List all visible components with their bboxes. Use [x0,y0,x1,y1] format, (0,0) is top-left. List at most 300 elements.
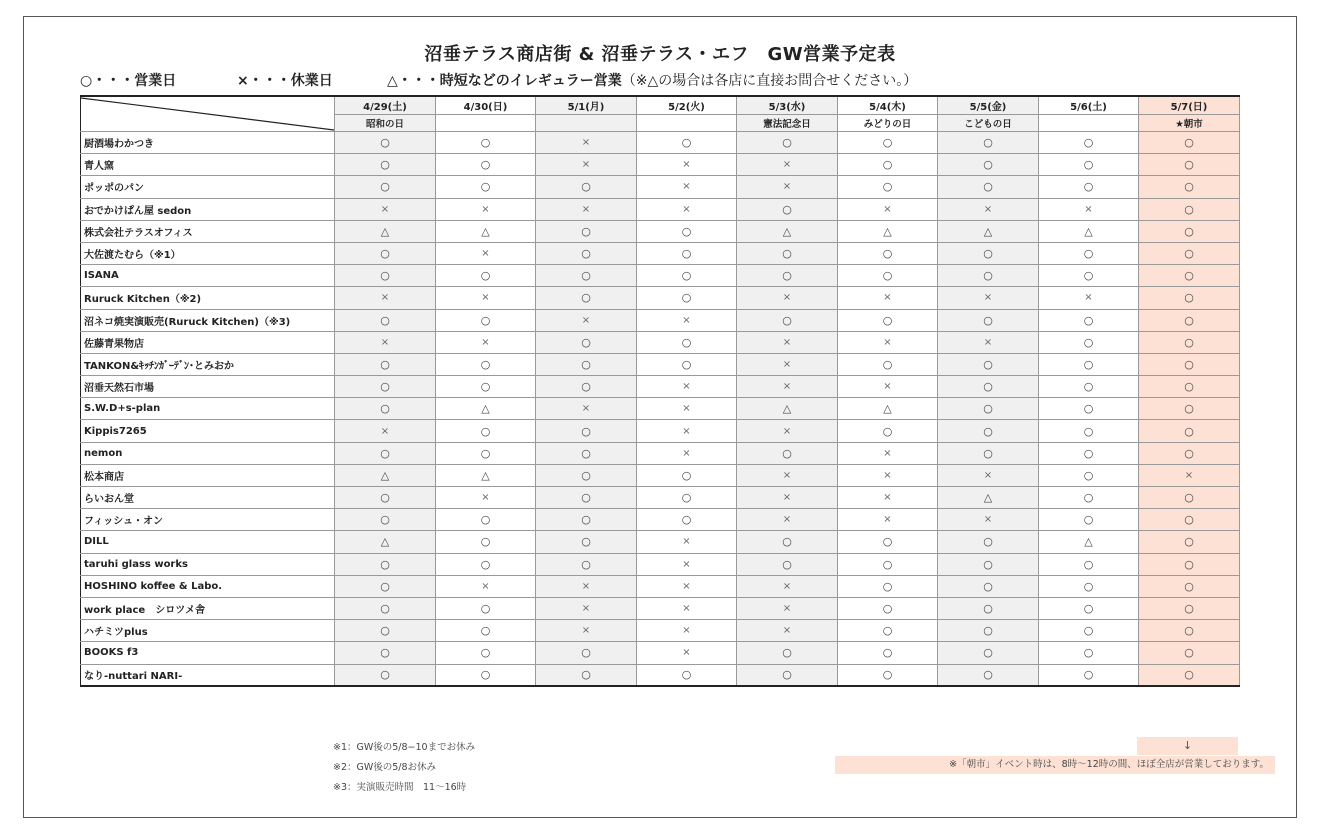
status-cell: ○ [335,398,436,420]
status-cell: ○ [838,265,938,287]
schedule-body [81,96,1240,686]
status-cell: ○ [737,198,838,220]
shop-name: nemon [81,442,335,464]
status-cell: ○ [536,265,637,287]
status-cell: ○ [838,353,938,375]
status-cell: ○ [536,442,637,464]
status-cell: × [737,154,838,176]
shop-name: taruhi glass works [81,553,335,575]
status-cell: ○ [1139,353,1240,375]
status-cell: ○ [1139,398,1240,420]
shop-name: 大佐渡たむら（※1） [81,242,335,264]
status-cell: ○ [938,309,1039,331]
status-cell: ○ [1039,265,1139,287]
date-header: 5/2(火) [637,96,737,115]
shop-name: BOOKS f3 [81,642,335,664]
status-cell: ○ [436,509,536,531]
status-cell: ○ [1039,509,1139,531]
status-cell: ○ [1139,220,1240,242]
status-cell: △ [436,220,536,242]
status-cell: ○ [335,664,436,686]
status-cell: ○ [1039,664,1139,686]
table-row [81,464,1240,486]
legend-closed: ×・・・休業日 [237,73,333,89]
status-cell: ○ [938,575,1039,597]
status-cell: ○ [436,664,536,686]
status-cell: × [938,331,1039,353]
status-cell: ○ [436,553,536,575]
status-cell: ○ [1139,154,1240,176]
holiday-header [536,115,637,132]
shop-name: 青人窯 [81,154,335,176]
status-cell: ○ [436,620,536,642]
status-cell: ○ [335,553,436,575]
status-cell: ○ [1039,442,1139,464]
status-cell: × [637,575,737,597]
date-header: 5/4(木) [838,96,938,115]
legend [80,70,917,90]
holiday-header: こどもの日 [938,115,1039,132]
status-cell: ○ [737,442,838,464]
status-cell: ○ [637,242,737,264]
status-cell: ○ [1039,398,1139,420]
status-cell: × [637,176,737,198]
status-cell: × [637,642,737,664]
table-row [81,487,1240,509]
status-cell: ○ [1039,176,1139,198]
status-cell: × [737,597,838,619]
status-cell: ○ [335,309,436,331]
shop-name: 沼垂天然石市場 [81,376,335,398]
table-row [81,154,1240,176]
table-row [81,176,1240,198]
status-cell: △ [838,220,938,242]
status-cell: × [938,464,1039,486]
status-cell: ○ [536,420,637,442]
status-cell: ○ [838,664,938,686]
status-cell: × [637,531,737,553]
table-row [81,664,1240,686]
status-cell: ○ [737,531,838,553]
table-row [81,620,1240,642]
table-row [81,420,1240,442]
status-cell: ○ [436,531,536,553]
status-cell: ○ [1139,242,1240,264]
status-cell: ○ [536,487,637,509]
status-cell: ○ [1139,553,1240,575]
table-row [81,331,1240,353]
status-cell: ○ [1039,487,1139,509]
status-cell: ○ [1039,597,1139,619]
status-cell: × [838,287,938,309]
status-cell: × [737,176,838,198]
date-header: 5/3(水) [737,96,838,115]
status-cell: × [637,398,737,420]
date-header: 5/1(月) [536,96,637,115]
status-cell: ○ [335,509,436,531]
status-cell: ○ [938,553,1039,575]
table-row [81,132,1240,154]
status-cell: ○ [436,597,536,619]
status-cell: ○ [536,242,637,264]
shop-name: 厨酒場わかつき [81,132,335,154]
status-cell: ○ [335,442,436,464]
status-cell: △ [436,398,536,420]
status-cell: ○ [838,309,938,331]
shop-name: HOSHINO koffee & Labo. [81,575,335,597]
status-cell: ○ [938,376,1039,398]
table-row [81,242,1240,264]
status-cell: △ [436,464,536,486]
status-cell: × [436,198,536,220]
status-cell: ○ [1139,265,1240,287]
status-cell: ○ [1039,620,1139,642]
page-title: 沼垂テラス商店街 & 沼垂テラス・エフ GW営業予定表 [424,44,896,65]
date-header: 5/6(土) [1039,96,1139,115]
status-cell: ○ [737,553,838,575]
status-cell: △ [1039,220,1139,242]
status-cell: ○ [1039,331,1139,353]
status-cell: ○ [536,353,637,375]
status-cell: × [436,331,536,353]
status-cell: × [737,620,838,642]
status-cell: ○ [335,132,436,154]
status-cell: ○ [1039,553,1139,575]
status-cell: ○ [436,442,536,464]
status-cell: × [938,287,1039,309]
status-cell: △ [335,531,436,553]
holiday-header [436,115,536,132]
status-cell: ○ [737,265,838,287]
status-cell: × [637,553,737,575]
status-cell: × [536,575,637,597]
status-cell: ○ [436,642,536,664]
status-cell: ○ [838,531,938,553]
shop-name: 松本商店 [81,464,335,486]
shop-name: フィッシュ・オン [81,509,335,531]
status-cell: ○ [335,154,436,176]
status-cell: ○ [536,287,637,309]
status-cell: ○ [1039,154,1139,176]
status-cell: △ [335,464,436,486]
status-cell: × [938,198,1039,220]
status-cell: ○ [335,642,436,664]
status-cell: ○ [838,420,938,442]
corner-cell [81,96,335,132]
holiday-header: みどりの日 [838,115,938,132]
status-cell: ○ [335,176,436,198]
status-cell: × [1139,464,1240,486]
status-cell: ○ [1039,376,1139,398]
status-cell: × [737,420,838,442]
status-cell: ○ [838,553,938,575]
shop-name: 沼ネコ焼実演販売(Ruruck Kitchen)（※3) [81,309,335,331]
table-row [81,353,1240,375]
status-cell: × [737,331,838,353]
table-row [81,575,1240,597]
status-cell: ○ [938,620,1039,642]
status-cell: ○ [335,353,436,375]
status-cell: ○ [737,642,838,664]
status-cell: ○ [637,132,737,154]
table-row [81,309,1240,331]
status-cell: ○ [335,575,436,597]
date-header: 4/30(日) [436,96,536,115]
status-cell: × [335,331,436,353]
status-cell: △ [938,487,1039,509]
table-row [81,376,1240,398]
shop-name: ハチミツplus [81,620,335,642]
status-cell: ○ [637,487,737,509]
status-cell: ○ [1039,353,1139,375]
status-cell: △ [938,220,1039,242]
status-cell: ○ [1039,575,1139,597]
table-row [81,442,1240,464]
status-cell: ○ [737,242,838,264]
status-cell: × [838,464,938,486]
status-cell: ○ [1039,464,1139,486]
shop-name: ISANA [81,265,335,287]
status-cell: ○ [1139,531,1240,553]
status-cell: ○ [938,242,1039,264]
status-cell: ○ [536,642,637,664]
status-cell: △ [1039,531,1139,553]
status-cell: × [536,309,637,331]
date-header: 5/5(金) [938,96,1039,115]
table-row [81,531,1240,553]
status-cell: × [536,132,637,154]
legend-irregular [387,70,917,90]
status-cell: ○ [838,176,938,198]
footnote-3: ※3：実演販売時間 11〜16時 [333,782,467,793]
status-cell: ○ [637,464,737,486]
down-arrow-icon: ↓ [1137,737,1238,755]
table-row [81,265,1240,287]
status-cell: ○ [536,664,637,686]
table-row [81,287,1240,309]
status-cell: ○ [838,642,938,664]
holiday-header: 昭和の日 [335,115,436,132]
shop-name: なり-nuttari NARI- [81,664,335,686]
status-cell: × [737,575,838,597]
status-cell: × [637,442,737,464]
status-cell: ○ [938,398,1039,420]
status-cell: ○ [637,220,737,242]
status-cell: ○ [1139,376,1240,398]
status-cell: △ [838,398,938,420]
legend-open: ○・・・営業日 [80,73,177,89]
shop-name: Ruruck Kitchen（※2) [81,287,335,309]
status-cell: ○ [637,265,737,287]
status-cell: × [637,420,737,442]
status-cell: × [737,353,838,375]
status-cell: ○ [838,132,938,154]
status-cell: ○ [335,376,436,398]
status-cell: ○ [938,176,1039,198]
status-cell: × [637,376,737,398]
status-cell: × [536,620,637,642]
status-cell: ○ [536,553,637,575]
status-cell: ○ [938,132,1039,154]
status-cell: ○ [1139,642,1240,664]
status-cell: ○ [737,309,838,331]
status-cell: ○ [1139,575,1240,597]
status-cell: ○ [536,220,637,242]
status-cell: × [335,420,436,442]
status-cell: × [737,487,838,509]
footnote-2: ※2：GW後の5/8お休み [333,762,437,773]
status-cell: ○ [1139,597,1240,619]
table-row [81,553,1240,575]
status-cell: ○ [436,265,536,287]
shop-name: おでかけぱん屋 sedon [81,198,335,220]
status-cell: ○ [938,597,1039,619]
schedule-table [80,95,1240,687]
status-cell: × [335,198,436,220]
status-cell: ○ [1139,442,1240,464]
status-cell: × [436,575,536,597]
status-cell: × [637,620,737,642]
status-cell: × [536,597,637,619]
status-cell: ○ [637,287,737,309]
status-cell: ○ [1139,509,1240,531]
holiday-header: 憲法記念日 [737,115,838,132]
status-cell: × [637,597,737,619]
status-cell: ○ [938,353,1039,375]
status-cell: × [637,309,737,331]
status-cell: △ [737,220,838,242]
shop-name: ポッポのパン [81,176,335,198]
table-row [81,509,1240,531]
status-cell: × [436,287,536,309]
status-cell: ○ [335,242,436,264]
shop-name: 佐藤青果物店 [81,331,335,353]
status-cell: × [737,509,838,531]
status-cell: ○ [1039,309,1139,331]
date-header: 4/29(土) [335,96,436,115]
shop-name: 株式会社テラスオフィス [81,220,335,242]
status-cell: × [536,398,637,420]
status-cell: × [838,487,938,509]
status-cell: ○ [1139,198,1240,220]
holiday-header [637,115,737,132]
status-cell: ○ [838,597,938,619]
status-cell: × [1039,287,1139,309]
status-cell: ○ [1039,642,1139,664]
morning-market-note: ※「朝市」イベント時は、8時〜12時の間、ほぼ全店が営業しております。 [835,756,1275,774]
table-row [81,597,1240,619]
status-cell: × [536,154,637,176]
status-cell: × [737,287,838,309]
status-cell: × [838,331,938,353]
status-cell: ○ [335,487,436,509]
status-cell: × [1039,198,1139,220]
status-cell: ○ [1039,242,1139,264]
shop-name: work place シロツメ舎 [81,597,335,619]
status-cell: ○ [1139,420,1240,442]
status-cell: ○ [637,509,737,531]
status-cell: ○ [938,442,1039,464]
status-cell: ○ [536,376,637,398]
status-cell: ○ [938,642,1039,664]
date-header: 5/7(日) [1139,96,1240,115]
status-cell: × [737,464,838,486]
status-cell: △ [737,398,838,420]
status-cell: ○ [737,132,838,154]
status-cell: ○ [436,420,536,442]
legend-irregular-label: △・・・時短などのイレギュラー営業 [387,73,622,89]
table-row [81,642,1240,664]
status-cell: ○ [335,620,436,642]
status-cell: ○ [1139,176,1240,198]
status-cell: ○ [1139,620,1240,642]
status-cell: × [838,376,938,398]
status-cell: × [536,198,637,220]
table-row [81,220,1240,242]
shop-name: Kippis7265 [81,420,335,442]
status-cell: ○ [737,664,838,686]
status-cell: ○ [838,575,938,597]
status-cell: × [838,509,938,531]
shop-name: DILL [81,531,335,553]
status-cell: ○ [1139,664,1240,686]
footnote-1: ※1：GW後の5/8−10までお休み [333,742,476,753]
status-cell: × [938,509,1039,531]
status-cell: × [637,198,737,220]
status-cell: ○ [938,531,1039,553]
status-cell: ○ [436,309,536,331]
status-cell: ○ [436,353,536,375]
status-cell: ○ [536,509,637,531]
status-cell: ○ [536,464,637,486]
status-cell: ○ [838,154,938,176]
status-cell: ○ [637,331,737,353]
status-cell: × [737,376,838,398]
status-cell: × [637,154,737,176]
status-cell: × [838,442,938,464]
status-cell: × [335,287,436,309]
status-cell: ○ [335,265,436,287]
status-cell: ○ [436,176,536,198]
status-cell: △ [335,220,436,242]
shop-name: TANKON&ｷｯﾁﾝｶﾞｰﾃﾞﾝ･とみおか [81,353,335,375]
status-cell: ○ [1139,309,1240,331]
status-cell: ○ [436,154,536,176]
status-cell: ○ [938,154,1039,176]
legend-irregular-note: （※△の場合は各店に直接お問合せください。） [621,73,918,89]
status-cell: ○ [536,331,637,353]
status-cell: ○ [637,664,737,686]
diagonal-line [81,97,334,131]
status-cell: ○ [838,620,938,642]
status-cell: ○ [637,353,737,375]
status-cell: ○ [1139,331,1240,353]
status-cell: ○ [938,664,1039,686]
status-cell: ○ [436,132,536,154]
table-row [81,398,1240,420]
table-row [81,198,1240,220]
holiday-header [1039,115,1139,132]
status-cell: ○ [938,420,1039,442]
status-cell: ○ [335,597,436,619]
holiday-header: ★朝市 [1139,115,1240,132]
status-cell: ○ [1139,287,1240,309]
status-cell: ○ [1139,132,1240,154]
status-cell: ○ [536,176,637,198]
status-cell: ○ [838,242,938,264]
status-cell: ○ [1139,487,1240,509]
status-cell: ○ [1039,132,1139,154]
